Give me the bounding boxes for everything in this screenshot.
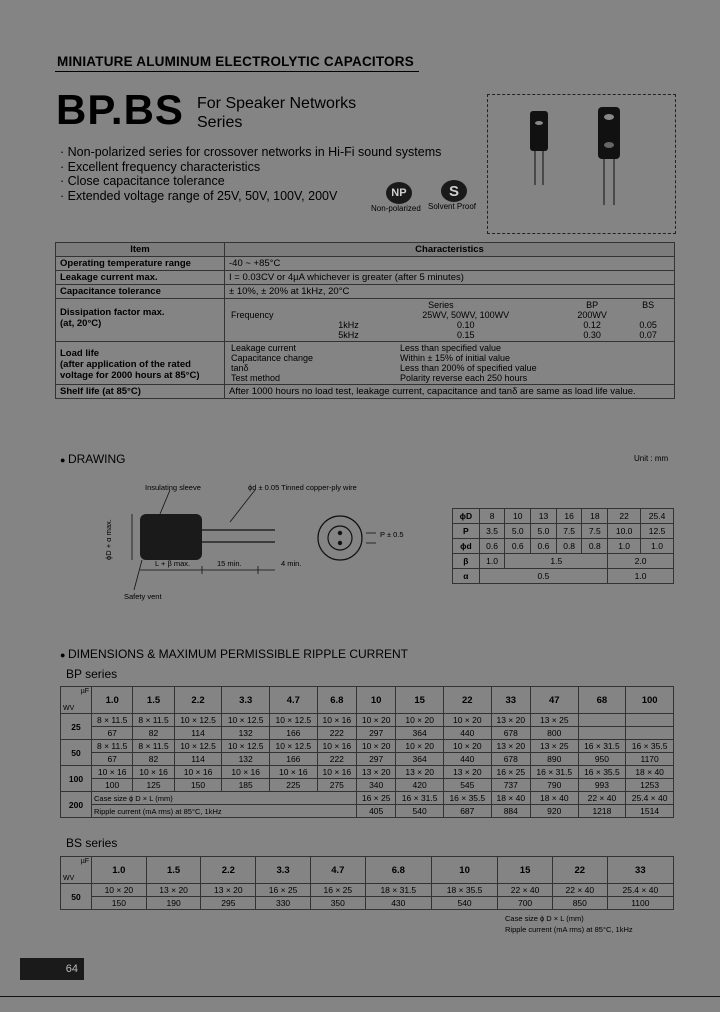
spec-item: Operating temperature range (56, 257, 225, 271)
case-size-cell: 13 × 25 (530, 714, 578, 727)
case-size-cell: 16 × 31.5 (578, 740, 626, 753)
case-size-cell: 13 × 20 (396, 766, 444, 779)
table-row (61, 792, 674, 805)
df-value: 0.10 (456, 320, 475, 330)
dim-head: P (453, 524, 480, 539)
case-size-cell: 10 × 16 (222, 766, 270, 779)
spec-item: Leakage current max. (56, 271, 225, 285)
ripple-cell: 166 (270, 753, 318, 766)
dim-cell: 3.5 (479, 524, 505, 539)
cap-header: 4.7 (270, 687, 318, 714)
corner-cell (61, 687, 92, 714)
df-value: 0.12 (583, 320, 601, 330)
ripple-cell: 132 (222, 727, 270, 740)
dim-cell: 7.5 (556, 524, 582, 539)
ripple-cell: 114 (174, 753, 222, 766)
df-label: Dissipation factor max. (60, 307, 165, 318)
case-size-cell: 16 × 35.5 (443, 792, 491, 805)
load-value: Within ± 15% of initial value (400, 353, 510, 363)
wv-cell: 200 (61, 792, 92, 818)
cap-header: 1.0 (92, 857, 147, 884)
ripple-cell: 950 (578, 753, 626, 766)
cap-header: 15 (396, 687, 444, 714)
df-bp-label: BP (586, 300, 599, 310)
ripple-cell (578, 727, 626, 740)
bottom-rule (0, 996, 720, 997)
case-size-cell: 22 × 40 (498, 884, 553, 897)
ripple-cell: 1253 (626, 779, 674, 792)
table-row (61, 766, 674, 779)
df-freq: 5kHz (338, 330, 359, 340)
case-size-cell: 10 × 12.5 (222, 740, 270, 753)
lead-dimension-table (452, 508, 674, 584)
case-size-cell: 10 × 12.5 (174, 740, 222, 753)
bs-ripple-table (60, 856, 674, 910)
legend-ripple: Ripple current (mA rms) at 85°C, 1kHz (92, 805, 357, 818)
dim-cell: 18 (582, 509, 608, 524)
load-condition-1: (after application of the rated (60, 359, 191, 370)
corner-cell (61, 857, 92, 884)
legend-size: Case size ϕ D × L (mm) (92, 792, 357, 805)
case-size-cell: 16 × 31.5 (396, 792, 444, 805)
load-cell (225, 342, 675, 385)
case-size-cell: 16 × 25 (310, 884, 365, 897)
ripple-cell: 222 (317, 753, 356, 766)
ripple-cell: 678 (491, 727, 530, 740)
ripple-cell: 100 (92, 779, 133, 792)
dim-cell: 13 (531, 509, 557, 524)
corner-wv: WV (63, 705, 75, 712)
ripple-cell: 150 (174, 779, 222, 792)
table-row (61, 740, 674, 753)
dim-head: ϕd (453, 539, 480, 554)
dim-cell: 0.6 (531, 539, 557, 554)
ripple-cell: 150 (92, 897, 147, 910)
case-size-cell: 25.4 × 40 (626, 792, 674, 805)
wv-cell: 100 (61, 766, 92, 792)
case-size-cell: 10 × 16 (133, 766, 174, 779)
ripple-cell: 67 (92, 727, 133, 740)
df-volt-a: 25WV, 50WV, 100WV (422, 310, 510, 320)
case-size-cell: 8 × 11.5 (92, 740, 133, 753)
df-table (229, 300, 670, 340)
wv-cell: 50 (61, 884, 92, 910)
df-freq: 1kHz (338, 320, 359, 330)
case-size-cell: 10 × 12.5 (270, 714, 318, 727)
dim-cell: 1.0 (479, 554, 505, 569)
dim-cell: 0.8 (556, 539, 582, 554)
ripple-cell: 700 (498, 897, 553, 910)
wv-cell: 25 (61, 714, 92, 740)
ripple-cell: 850 (552, 897, 607, 910)
drawing-label-l: L + β max. (155, 559, 191, 568)
df-cell (225, 299, 675, 342)
case-size-cell: 18 × 40 (626, 766, 674, 779)
title-rule (55, 71, 419, 72)
spec-item: Capacitance tolerance (56, 285, 225, 299)
case-size-cell: 10 × 20 (356, 740, 395, 753)
ripple-cell: 125 (133, 779, 174, 792)
case-size-cell: 10 × 20 (356, 714, 395, 727)
case-size-cell: 10 × 16 (174, 766, 222, 779)
bp-ripple-table (60, 686, 674, 818)
table-row (61, 727, 674, 740)
ripple-cell: 350 (310, 897, 365, 910)
case-size-cell: 10 × 12.5 (222, 714, 270, 727)
case-size-cell: 22 × 40 (578, 792, 626, 805)
drawing-label-15: 15 min. (217, 559, 242, 568)
ripple-cell: 275 (317, 779, 356, 792)
ripple-cell: 540 (396, 805, 444, 818)
load-key: Capacitance change (231, 353, 314, 363)
ripple-cell: 440 (443, 727, 491, 740)
case-size-cell: 10 × 20 (396, 740, 444, 753)
case-size-cell: 16 × 35.5 (626, 740, 674, 753)
ripple-cell: 114 (174, 727, 222, 740)
cap-header: 6.8 (317, 687, 356, 714)
ripple-cell: 1170 (626, 753, 674, 766)
drawing-label-sleeve: Insulating sleeve (145, 483, 201, 492)
ripple-cell: 330 (256, 897, 311, 910)
df-condition: (at, 20°C) (60, 318, 102, 329)
spec-table (55, 242, 675, 399)
case-size-cell: 10 × 12.5 (174, 714, 222, 727)
load-value: Less than 200% of specified value (400, 363, 537, 373)
case-size-cell: 13 × 20 (146, 884, 201, 897)
ripple-cell: 678 (491, 753, 530, 766)
load-value: Polarity reverse each 250 hours (400, 373, 528, 383)
ripple-cell (626, 727, 674, 740)
dim-cell: 0.5 (479, 569, 607, 584)
dim-cell: 5.0 (531, 524, 557, 539)
corner-uf: µF (80, 858, 89, 865)
product-photo (487, 94, 676, 234)
case-size-cell: 8 × 11.5 (133, 740, 174, 753)
feature-item: · Excellent frequency characteristics (60, 160, 441, 175)
ripple-cell: 737 (491, 779, 530, 792)
case-size-cell: 10 × 20 (443, 740, 491, 753)
ripple-section-title: ● DIMENSIONS & MAXIMUM PERMISSIBLE RIPPLE CURRENT (60, 647, 408, 661)
np-mark-icon: NP (386, 182, 412, 204)
dim-cell: 8 (479, 509, 505, 524)
spec-value: ± 10%, ± 20% at 1kHz, 20°C (225, 285, 675, 299)
series-subtitle-line2: Series (197, 114, 243, 131)
spec-value: -40 ~ +85°C (225, 257, 675, 271)
ripple-cell: 364 (396, 753, 444, 766)
cap-header: 1.5 (133, 687, 174, 714)
drawing-section-title: ● DRAWING (60, 452, 126, 466)
case-size-cell: 16 × 25 (256, 884, 311, 897)
bp-series-label: BP series (66, 667, 118, 681)
cap-header: 100 (626, 687, 674, 714)
case-size-cell: 13 × 20 (491, 714, 530, 727)
capacitor-body-icon (140, 514, 202, 560)
df-value: 0.30 (583, 330, 601, 340)
table-row (61, 884, 674, 897)
case-size-cell: 8 × 11.5 (92, 714, 133, 727)
spec-item-df (56, 299, 225, 342)
df-value: 0.07 (639, 330, 657, 340)
case-size-cell: 22 × 40 (552, 884, 607, 897)
dim-cell: 10.0 (608, 524, 641, 539)
load-label: Load life (60, 348, 100, 359)
cap-header: 15 (498, 857, 553, 884)
cap-header: 22 (443, 687, 491, 714)
ripple-cell: 166 (270, 727, 318, 740)
case-size-cell: 18 × 31.5 (365, 884, 431, 897)
df-series-label: Series (428, 300, 454, 310)
dim-cell: 0.6 (479, 539, 505, 554)
df-value: 0.15 (456, 330, 475, 340)
dim-cell: 1.0 (608, 539, 641, 554)
series-subtitle (197, 94, 356, 132)
dim-cell: 2.0 (608, 554, 674, 569)
dim-cell: 7.5 (582, 524, 608, 539)
series-name: BP.BS (56, 86, 184, 133)
case-size-cell: 18 × 40 (530, 792, 578, 805)
case-size-cell: 16 × 31.5 (530, 766, 578, 779)
dim-cell: 0.6 (505, 539, 531, 554)
dim-cell: 22 (608, 509, 641, 524)
cap-header: 68 (578, 687, 626, 714)
page-number: 64 (20, 958, 84, 980)
ripple-cell: 440 (443, 753, 491, 766)
feature-item: · Close capacitance tolerance (60, 174, 441, 189)
badge-caption: Non-polarized (371, 204, 421, 213)
capacitor-drawing (110, 478, 400, 600)
ripple-cell: 132 (222, 753, 270, 766)
case-size-cell: 10 × 16 (270, 766, 318, 779)
cap-header: 4.7 (310, 857, 365, 884)
load-key: Test method (231, 373, 281, 383)
series-subtitle-line1: For Speaker Networks (197, 95, 357, 112)
cap-header: 33 (607, 857, 673, 884)
wv-cell: 50 (61, 740, 92, 766)
ripple-cell: 67 (92, 753, 133, 766)
case-size-cell: 25.4 × 40 (607, 884, 673, 897)
capacitor-photo-icon (488, 95, 675, 233)
dim-cell: 12.5 (641, 524, 674, 539)
case-size-cell: 10 × 12.5 (270, 740, 318, 753)
dim-cell: 10 (505, 509, 531, 524)
drawing-label-p: P ± 0.5 (380, 530, 404, 539)
ripple-cell: 225 (270, 779, 318, 792)
drawing-label-vent: Safety vent (124, 592, 162, 601)
cap-header: 1.5 (146, 857, 201, 884)
case-size-cell (626, 714, 674, 727)
case-size-cell: 10 × 20 (92, 884, 147, 897)
page-title: MINIATURE ALUMINUM ELECTROLYTIC CAPACITORS (57, 54, 414, 69)
case-size-cell: 13 × 20 (356, 766, 395, 779)
case-size-cell: 10 × 16 (92, 766, 133, 779)
spec-head-item: Item (56, 243, 225, 257)
ripple-cell: 884 (491, 805, 530, 818)
ripple-cell: 790 (530, 779, 578, 792)
table-row (61, 779, 674, 792)
unit-label: Unit : mm (634, 454, 669, 463)
bs-legend-size: Case size ϕ D × L (mm) (505, 914, 584, 923)
cap-header: 33 (491, 687, 530, 714)
ripple-cell: 364 (396, 727, 444, 740)
case-size-cell: 8 × 11.5 (133, 714, 174, 727)
case-size-cell: 16 × 25 (491, 766, 530, 779)
dim-cell: 0.8 (582, 539, 608, 554)
spec-item: Shelf life (at 85°C) (56, 385, 225, 399)
ripple-cell: 222 (317, 727, 356, 740)
case-size-cell: 10 × 16 (317, 740, 356, 753)
dim-cell: 16 (556, 509, 582, 524)
df-value: 0.05 (639, 320, 657, 330)
solvent-proof-badge (428, 180, 477, 211)
bs-legend-ripple: Ripple current (mA rms) at 85°C, 1kHz (505, 925, 633, 934)
ripple-cell: 800 (530, 727, 578, 740)
dim-cell: 1.5 (505, 554, 608, 569)
load-value: Less than specified value (400, 343, 502, 353)
ripple-cell: 920 (530, 805, 578, 818)
cap-header: 47 (530, 687, 578, 714)
cap-header: 10 (356, 687, 395, 714)
ripple-cell: 420 (396, 779, 444, 792)
bs-series-label: BS series (66, 836, 118, 850)
ripple-cell: 185 (222, 779, 270, 792)
case-size-cell: 13 × 25 (530, 740, 578, 753)
ripple-cell: 297 (356, 727, 395, 740)
df-volt-b: 200WV (577, 310, 607, 320)
df-frequency-label: Frequency (231, 310, 274, 320)
case-size-cell: 13 × 20 (201, 884, 256, 897)
case-size-cell: 13 × 20 (491, 740, 530, 753)
cap-header: 10 (431, 857, 497, 884)
ripple-cell: 993 (578, 779, 626, 792)
table-row (61, 805, 674, 818)
spec-item-load (56, 342, 225, 385)
spec-value: After 1000 hours no load test, leakage current, capacitance and tanδ are same as load life value. (225, 385, 675, 399)
feature-item: · Extended voltage range of 25V, 50V, 100V, 200V (60, 189, 441, 204)
ripple-cell: 1514 (626, 805, 674, 818)
ripple-cell: 190 (146, 897, 201, 910)
cap-header: 22 (552, 857, 607, 884)
ripple-cell: 1218 (578, 805, 626, 818)
case-size-cell: 10 × 20 (443, 714, 491, 727)
table-row (61, 897, 674, 910)
table-row (61, 714, 674, 727)
cap-header: 2.2 (201, 857, 256, 884)
dim-head: ϕD (453, 509, 480, 524)
ripple-cell: 295 (201, 897, 256, 910)
case-size-cell (578, 714, 626, 727)
dim-head: α (453, 569, 480, 584)
ripple-cell: 540 (431, 897, 497, 910)
load-condition-2: voltage for 2000 hours at 85°C) (60, 370, 200, 381)
corner-wv: WV (63, 875, 75, 882)
ripple-cell: 82 (133, 727, 174, 740)
drawing-label-wire: ϕd ± 0.05 Tinned copper-ply wire (248, 483, 357, 492)
badge-caption: Solvent Proof (428, 202, 477, 211)
non-polarized-badge (371, 182, 421, 213)
df-bs-label: BS (642, 300, 655, 310)
case-size-cell: 13 × 20 (443, 766, 491, 779)
spec-head-characteristics: Characteristics (225, 243, 675, 257)
cap-header: 6.8 (365, 857, 431, 884)
ripple-cell: 890 (530, 753, 578, 766)
case-size-cell: 18 × 40 (491, 792, 530, 805)
spec-value: I = 0.03CV or 4µA whichever is greater (after 5 minutes) (225, 271, 675, 285)
dim-cell: 5.0 (505, 524, 531, 539)
ripple-cell: 297 (356, 753, 395, 766)
case-size-cell: 10 × 20 (396, 714, 444, 727)
case-size-cell: 16 × 35.5 (578, 766, 626, 779)
case-size-cell: 16 × 25 (356, 792, 395, 805)
case-size-cell: 10 × 16 (317, 714, 356, 727)
dim-cell: 1.0 (608, 569, 674, 584)
load-key: tanδ (231, 363, 249, 373)
ripple-cell: 687 (443, 805, 491, 818)
ripple-cell: 82 (133, 753, 174, 766)
drawing-label-4: 4 min. (281, 559, 302, 568)
case-size-cell: 10 × 16 (317, 766, 356, 779)
corner-uf: µF (80, 688, 89, 695)
ripple-cell: 430 (365, 897, 431, 910)
ripple-cell: 340 (356, 779, 395, 792)
dim-cell: 1.0 (641, 539, 674, 554)
load-key: Leakage current (231, 343, 297, 353)
cap-header: 2.2 (174, 687, 222, 714)
feature-item: · Non-polarized series for crossover networks in Hi-Fi sound systems (60, 145, 441, 160)
dim-cell: 25.4 (641, 509, 674, 524)
table-row (61, 753, 674, 766)
drawing-label-d: ϕD + α max. (104, 519, 113, 560)
cap-header: 1.0 (92, 687, 133, 714)
load-table (229, 343, 670, 383)
dim-head: β (453, 554, 480, 569)
solvent-mark-icon: S (441, 180, 467, 202)
ripple-cell: 405 (356, 805, 395, 818)
cap-header: 3.3 (222, 687, 270, 714)
ripple-cell: 1100 (607, 897, 673, 910)
case-size-cell: 18 × 35.5 (431, 884, 497, 897)
ripple-cell: 545 (443, 779, 491, 792)
cap-header: 3.3 (256, 857, 311, 884)
